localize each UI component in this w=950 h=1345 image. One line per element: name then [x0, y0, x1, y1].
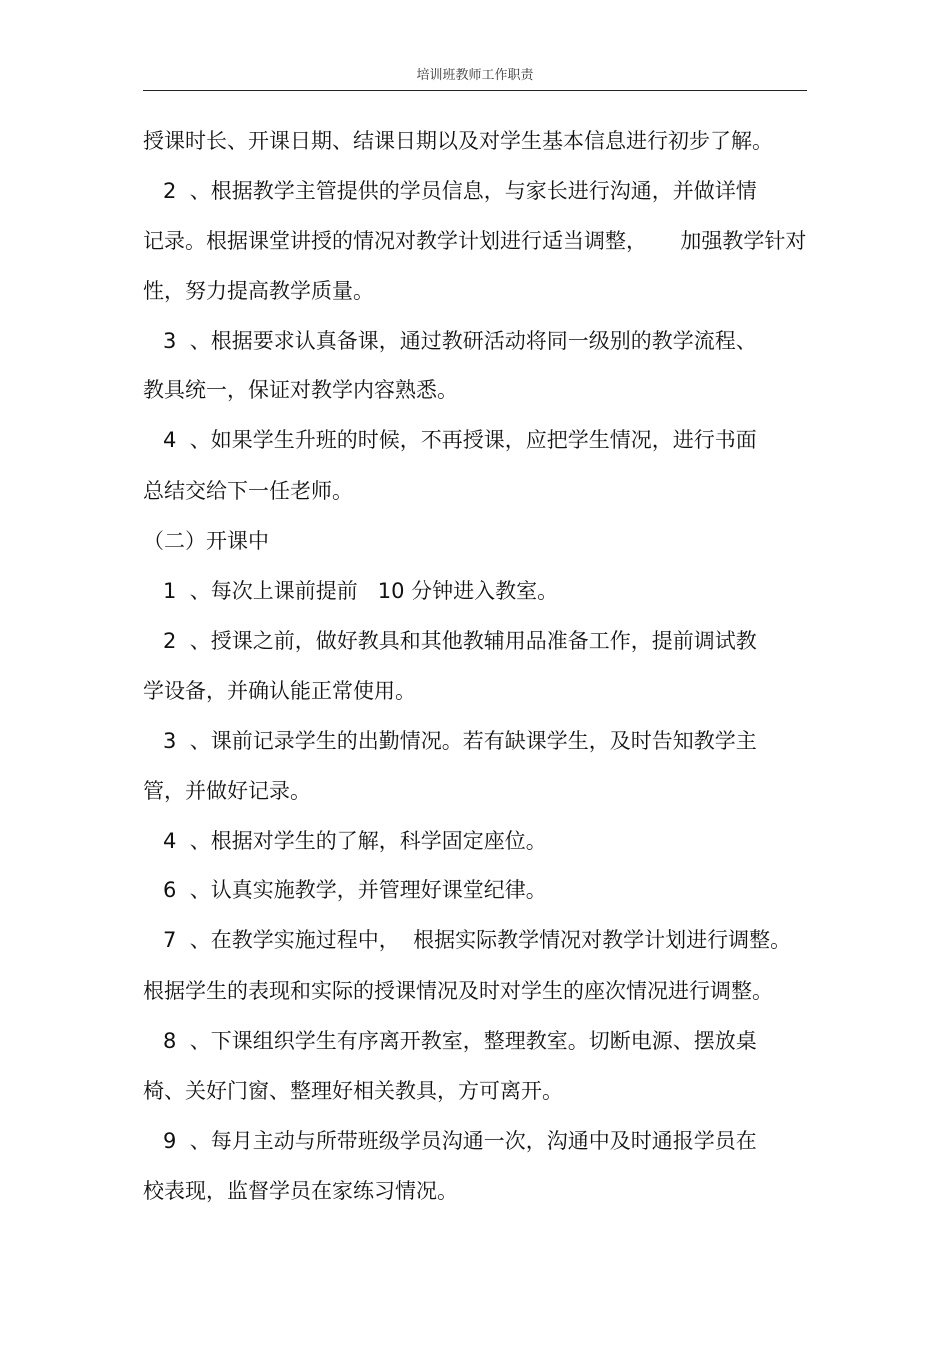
text-line: 6 、认真实施教学，并管理好课堂纪律。: [143, 878, 547, 902]
text-line: 校表现，监督学员在家练习情况。: [143, 1179, 458, 1203]
text-line: 授课时长、开课日期、结课日期以及对学生基本信息进行初步了解。: [143, 129, 773, 153]
text-line: 8 、下课组织学生有序离开教室，整理教室。切断电源、摆放桌: [143, 1029, 757, 1053]
text-line: 4 、如果学生升班的时候，不再授课，应把学生情况，进行书面: [143, 428, 757, 452]
section-heading: （二）开课中: [143, 529, 269, 553]
text-line: 2 、授课之前，做好教具和其他教辅用品准备工作，提前调试教: [143, 629, 757, 653]
text-line: 2 、根据教学主管提供的学员信息，与家长进行沟通，并做详情: [143, 179, 757, 203]
text-line: 总结交给下一任老师。: [143, 479, 353, 503]
text-line: 教具统一，保证对教学内容熟悉。: [143, 378, 458, 402]
text-line: 学设备，并确认能正常使用。: [143, 679, 416, 703]
text-line: 3 、根据要求认真备课，通过教研活动将同一级别的教学流程、: [143, 329, 757, 353]
text-line: 记录。根据课堂讲授的情况对教学计划进行适当调整， 加强教学针对: [143, 229, 807, 253]
text-line: 4 、根据对学生的了解，科学固定座位。: [143, 829, 547, 853]
header-divider: [143, 90, 807, 91]
text-line: 根据学生的表现和实际的授课情况及时对学生的座次情况进行调整。: [143, 979, 773, 1003]
page-header-title: 培训班教师工作职责: [416, 68, 534, 83]
text-line: 椅、关好门窗、整理好相关教具，方可离开。: [143, 1079, 563, 1103]
text-line: 9 、每月主动与所带班级学员沟通一次，沟通中及时通报学员在: [143, 1129, 757, 1153]
text-line: 1 、每次上课前提前 10 分钟进入教室。: [143, 579, 559, 603]
text-line: 3 、课前记录学生的出勤情况。若有缺课学生，及时告知教学主: [143, 729, 757, 753]
text-line: 7 、在教学实施过程中， 根据实际教学情况对教学计划进行调整。: [143, 928, 792, 952]
text-line: 管，并做好记录。: [143, 779, 311, 803]
text-line: 性，努力提高教学质量。: [143, 279, 374, 303]
